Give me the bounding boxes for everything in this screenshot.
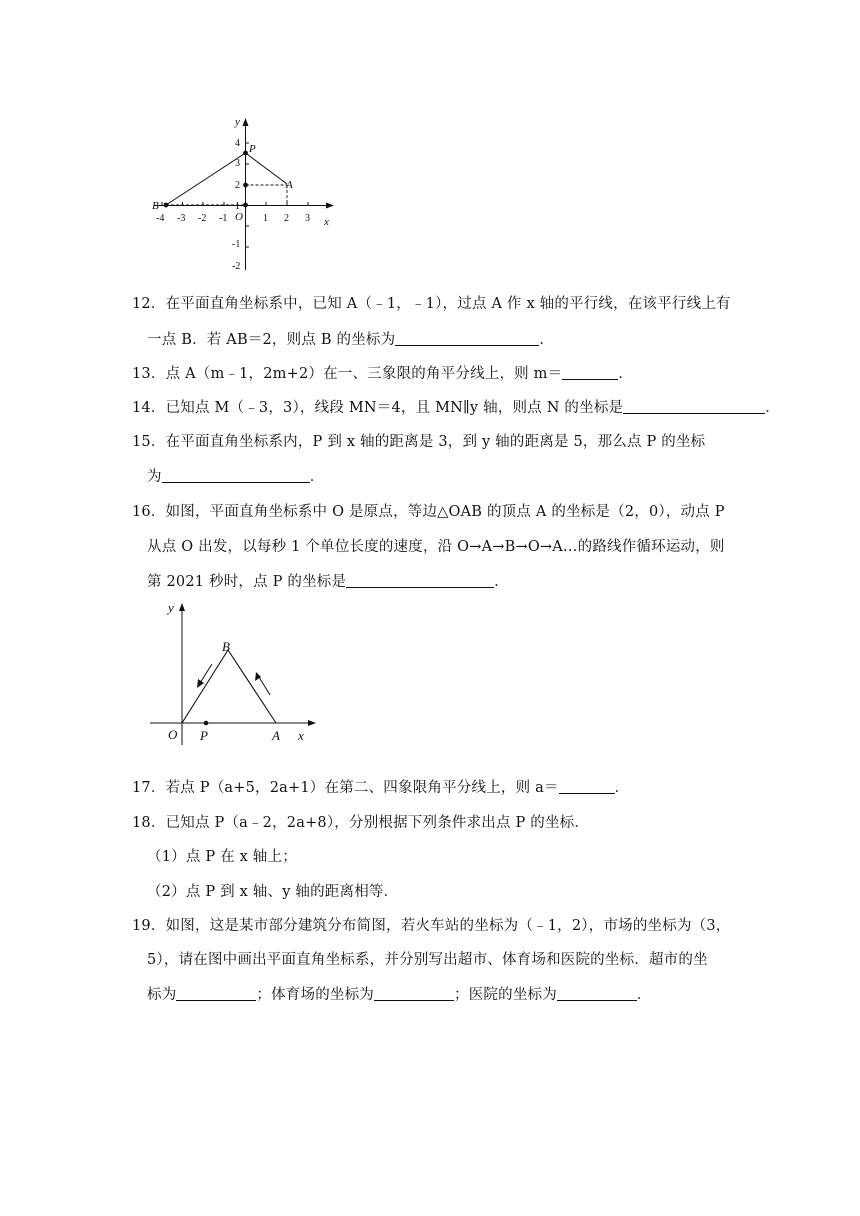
x-axis-label: x bbox=[324, 216, 329, 228]
question-text: 在平面直角坐标系内，P 到 x 轴的距离是 3，到 y 轴的距离是 5，那么点 P 的坐标 bbox=[165, 434, 706, 450]
point-b-label: B bbox=[152, 200, 159, 212]
y-tick-label: -1 bbox=[232, 239, 241, 250]
point-a-label: A bbox=[272, 728, 280, 743]
question-14: 14．已知点 M（﹣3，3），线段 MN＝4，且 MN∥y 轴，则点 N 的坐标是 ． bbox=[132, 400, 780, 416]
question-number: 14． bbox=[132, 400, 166, 416]
question-12-line2: 一点 B．若 AB＝2，则点 B 的坐标为 ． bbox=[147, 332, 555, 348]
x-tick-label: 2 bbox=[284, 213, 289, 224]
question-text: 如图，平面直角坐标系中 O 是原点，等边△OAB 的顶点 A 的坐标是（2，0），动点 P bbox=[165, 504, 725, 520]
question-16-line3: 第 2021 秒时，点 P 的坐标是 ． bbox=[147, 574, 509, 590]
question-number: 13． bbox=[132, 366, 166, 382]
question-text: 5），请在图中画出平面直角坐标系，并分别写出超市、体育场和医院的坐标．超市的坐 bbox=[147, 952, 708, 968]
point-b-label: B bbox=[222, 639, 230, 654]
arrow-left-side-head bbox=[197, 679, 204, 688]
triangle-sides bbox=[182, 650, 276, 723]
y-tick-label: -2 bbox=[232, 261, 241, 272]
question-19-line1 bbox=[132, 914, 731, 935]
question-text: 如图，这是某市部分建筑分布简图，若火车站的坐标为（﹣1，2），市场的坐标为（3， bbox=[165, 918, 731, 934]
answer-blank[interactable] bbox=[559, 779, 615, 794]
figure1-b-dashed-guide bbox=[140, 110, 350, 275]
question-text: 第 2021 秒时，点 P 的坐标是 bbox=[147, 574, 347, 590]
sub-question: （1）点 P 在 x 轴上； bbox=[147, 849, 297, 865]
question-text: ；体育场的坐标为 bbox=[256, 987, 375, 1003]
y-axis-label: y bbox=[235, 116, 240, 128]
arrow-left-side bbox=[200, 664, 212, 683]
question-text: 标为 bbox=[147, 987, 177, 1003]
question-19-line2 bbox=[147, 948, 708, 969]
y-tick-label: 3 bbox=[235, 158, 240, 169]
y-axis-arrow bbox=[179, 603, 185, 611]
answer-blank[interactable] bbox=[562, 365, 618, 380]
answer-blank[interactable] bbox=[162, 468, 310, 483]
question-number: 18． bbox=[132, 815, 166, 831]
question-16-line1 bbox=[132, 500, 725, 521]
point-p-label: P bbox=[200, 728, 208, 743]
question-18-sub1 bbox=[147, 845, 297, 866]
question-17: 17．若点 P（a+5，2a+1）在第二、四象限角平分线上，则 a＝ ． bbox=[132, 780, 630, 796]
question-text: 在平面直角坐标系中，已知 A（﹣1，﹣1），过点 A 作 x 轴的平行线，在该平行线上有 bbox=[165, 296, 731, 312]
question-15-line2: 为 ． bbox=[147, 469, 325, 485]
question-number: 15． bbox=[132, 434, 166, 450]
y-tick-label: 4 bbox=[235, 138, 240, 149]
x-tick-label: -3 bbox=[177, 213, 186, 224]
arrow-right-side bbox=[259, 677, 270, 695]
question-text: 为 bbox=[147, 469, 162, 485]
point-a-label: A bbox=[286, 179, 293, 191]
x-axis-label: x bbox=[298, 728, 304, 743]
question-number: 12． bbox=[132, 296, 166, 312]
origin-label: O bbox=[168, 727, 178, 742]
x-tick-label: -1 bbox=[219, 213, 228, 224]
x-tick-label: 3 bbox=[305, 213, 310, 224]
sub-question: （2）点 P 到 x 轴、y 轴的距离相等． bbox=[147, 884, 399, 900]
question-18-sub2 bbox=[147, 880, 398, 901]
x-axis-arrow bbox=[308, 720, 316, 726]
point-p-label: P bbox=[249, 143, 256, 155]
answer-blank-hospital[interactable] bbox=[557, 986, 637, 1001]
answer-blank[interactable] bbox=[395, 331, 539, 346]
answer-blank[interactable] bbox=[346, 573, 494, 588]
question-16-line2 bbox=[147, 535, 725, 556]
question-text: 已知点 M（﹣3，3），线段 MN＝4，且 MN∥y 轴，则点 N 的坐标是 bbox=[165, 400, 624, 416]
origin-label: O bbox=[235, 211, 243, 223]
question-12-line1 bbox=[132, 292, 731, 313]
question-number: 16． bbox=[132, 504, 166, 520]
question-text: 从点 O 出发，以每秒 1 个单位长度的速度，沿 O→A→B→O→A…的路线作循环运动，则 bbox=[147, 539, 725, 555]
question-text: 一点 B．若 AB＝2，则点 B 的坐标为 bbox=[147, 332, 396, 348]
answer-blank[interactable] bbox=[623, 399, 765, 414]
y-tick-label: 1 bbox=[235, 201, 240, 212]
y-axis-label: y bbox=[168, 600, 174, 615]
answer-blank-supermarket[interactable] bbox=[176, 986, 256, 1001]
question-text: 已知点 P（a﹣2，2a+8），分别根据下列条件求出点 P 的坐标． bbox=[165, 815, 590, 831]
question-19-line3: 标为 ；体育场的坐标为 ；医院的坐标为 ． bbox=[147, 987, 652, 1003]
question-number: 19． bbox=[132, 918, 166, 934]
question-text: ；医院的坐标为 bbox=[454, 987, 557, 1003]
x-tick-label: -4 bbox=[156, 213, 165, 224]
point-p-dot bbox=[204, 721, 209, 726]
figure-triangle-oab bbox=[140, 595, 340, 755]
answer-blank-stadium[interactable] bbox=[374, 986, 454, 1001]
x-tick-label: 1 bbox=[263, 213, 268, 224]
y-tick-label: 2 bbox=[235, 180, 240, 191]
question-number: 17． bbox=[132, 780, 166, 796]
x-tick-label: -2 bbox=[198, 213, 207, 224]
question-text: 若点 P（a+5，2a+1）在第二、四象限角平分线上，则 a＝ bbox=[165, 780, 559, 796]
question-18 bbox=[132, 811, 589, 832]
question-13: 13．点 A（m﹣1，2m+2）在一、三象限的角平分线上，则 m＝ ． bbox=[132, 366, 634, 382]
question-text: 点 A（m﹣1，2m+2）在一、三象限的角平分线上，则 m＝ bbox=[165, 366, 563, 382]
question-15-line1 bbox=[132, 430, 705, 451]
